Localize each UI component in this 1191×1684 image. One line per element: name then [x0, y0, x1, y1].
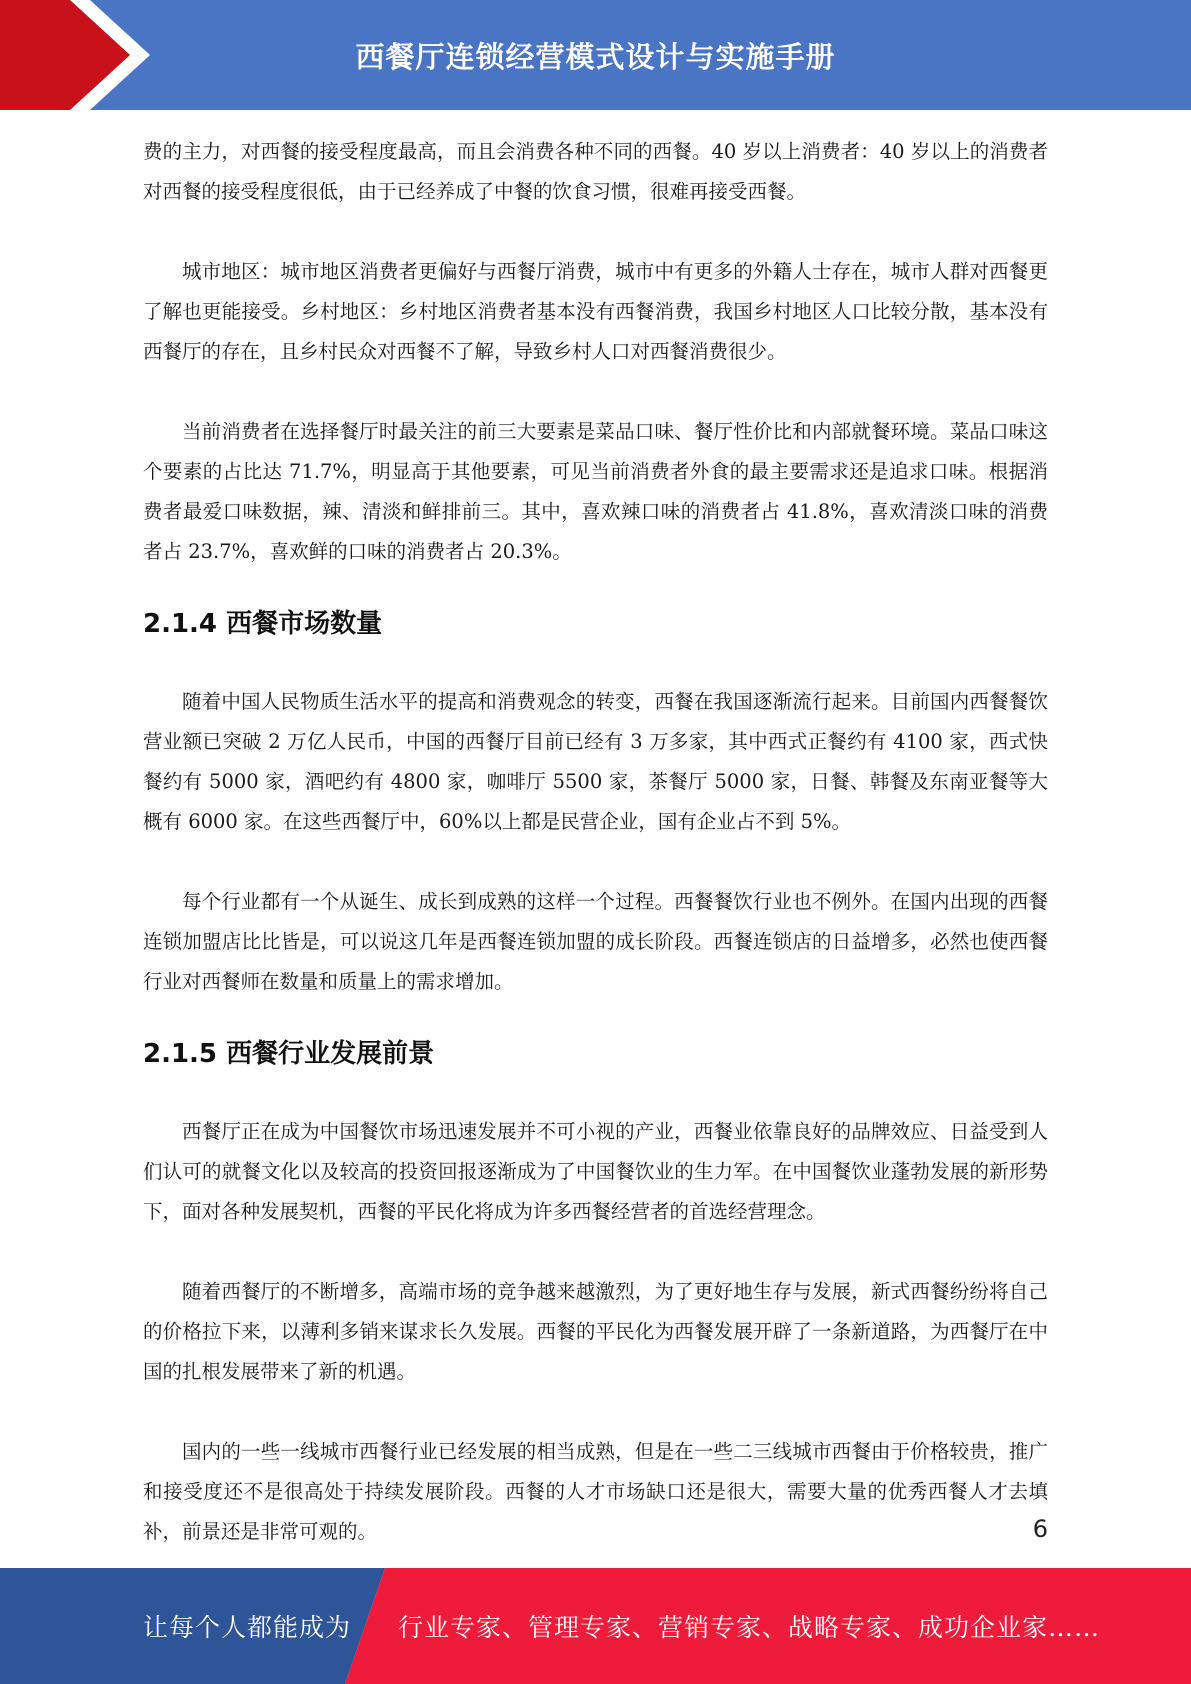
- paragraph: 西餐厅正在成为中国餐饮市场迅速发展并不可小视的产业，西餐业依靠良好的品牌效应、日益受到人们认可的就餐文化以及较高的投资回报逐渐成为了中国餐饮业的生力军。在中国餐饮业蓬勃发展的新形势下，面对各种发展契机，西餐的平民化将成为许多西餐经营者的首选经营理念。: [143, 1120, 1048, 1223]
- paragraph: 当前消费者在选择餐厅时最关注的前三大要素是菜品口味、餐厅性价比和内部就餐环境。菜品口味这个要素的占比达 71.7%，明显高于其他要素，可见当前消费者外食的最主要需求还是追求口味。根据消费者最爱口味数据，辣、清淡和鲜排前三。其中，喜欢辣口味的消费者占 41.8%，喜欢清淡口味的消费者占 23.7%，喜欢鲜的口味的消费者占 20.3%。: [143, 420, 1048, 563]
- paragraph: 费的主力，对西餐的接受程度最高，而且会消费各种不同的西餐。40 岁以上消费者：40 岁以上的消费者对西餐的接受程度很低，由于已经养成了中餐的饮食习惯，很难再接受西餐。: [143, 140, 1048, 203]
- header-chevron-flag: [0, 0, 160, 110]
- page-header: [0, 0, 1191, 110]
- footer-slogan-left: 让每个人都能成为: [143, 1613, 352, 1642]
- paragraph: 随着中国人民物质生活水平的提高和消费观念的转变，西餐在我国逐渐流行起来。目前国内西餐餐饮营业额已突破 2 万亿人民币，中国的西餐厅目前已经有 3 万多家，其中西式正餐约有 4100 家，西式快餐约有 5000 家，酒吧约有 4800 家，咖啡厅 5500 家，茶餐厅 5000 家，日餐、韩餐及东南亚餐等大概有 6000 家。在这些西餐厅中，60%以上都是民营企业，国有企业占不到 5%。: [143, 690, 1048, 833]
- page-number: 6: [1032, 1515, 1048, 1543]
- section-heading: 2.1.4 西餐市场数量: [143, 609, 383, 639]
- paragraph: 国内的一些一线城市西餐行业已经发展的相当成熟，但是在一些二三线城市西餐由于价格较贵，推广和接受度还不是很高处于持续发展阶段。西餐的人才市场缺口还是很大，需要大量的优秀西餐人才去填补，前景还是非常可观的。: [143, 1440, 1048, 1543]
- paragraph: 城市地区：城市地区消费者更偏好与西餐厅消费，城市中有更多的外籍人士存在，城市人群对西餐更了解也更能接受。乡村地区：乡村地区消费者基本没有西餐消费，我国乡村地区人口比较分散，基本没有西餐厅的存在，且乡村民众对西餐不了解，导致乡村人口对西餐消费很少。: [143, 260, 1048, 363]
- page-content: [143, 132, 1048, 1552]
- footer-slogan-right: 行业专家、管理专家、营销专家、战略专家、成功企业家……: [398, 1613, 1101, 1642]
- section-heading: 2.1.5 西餐行业发展前景: [143, 1039, 435, 1069]
- document-title: 西餐厅连锁经营模式设计与实施手册: [355, 39, 836, 74]
- paragraph: 随着西餐厅的不断增多，高端市场的竞争越来越激烈，为了更好地生存与发展，新式西餐纷纷将自己的价格拉下来，以薄利多销来谋求长久发展。西餐的平民化为西餐发展开辟了一条新道路，为西餐厅在中国的扎根发展带来了新的机遇。: [143, 1280, 1048, 1383]
- paragraph: 每个行业都有一个从诞生、成长到成熟的这样一个过程。西餐餐饮行业也不例外。在国内出现的西餐连锁加盟店比比皆是，可以说这几年是西餐连锁加盟的成长阶段。西餐连锁店的日益增多，必然也使西餐行业对西餐师在数量和质量上的需求增加。: [143, 890, 1048, 993]
- page-footer: [0, 1568, 1191, 1684]
